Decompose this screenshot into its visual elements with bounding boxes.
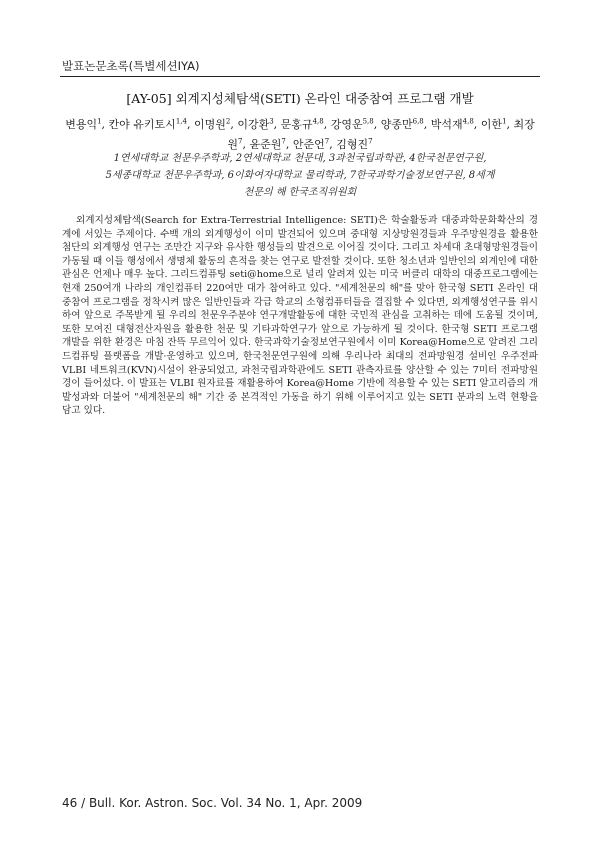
author-name: 안준언 — [292, 138, 325, 151]
author-name: 변용익 — [65, 118, 98, 131]
author-affiliation-index: 1 — [97, 117, 102, 126]
author-name: 양종만 — [380, 118, 413, 131]
author-affiliation-index: 2 — [225, 117, 231, 126]
author-affiliation-index: 7 — [281, 137, 286, 146]
affiliation-line: 천문의 해 한국조직위원회 — [243, 187, 357, 198]
page-footer: 46 / Bull. Kor. Astron. Soc. Vol. 34 No. 1, Apr. 2009 — [62, 796, 363, 810]
author-affiliation-index: 6,8 — [412, 117, 424, 126]
author-name: 김형진 — [336, 138, 369, 151]
abstract-paragraph: 외계지성체탐색(Search for Extra-Terrestrial Intelligence: SETI)은 학술활동과 대중과학문화확산의 경계에 서있는 주제이다. 수백 개의 외계행성이 이미 발견되어 있으며 중대형 지상망원경들과 우주망원경을 활용한 첨단의 외계행성 연구는 조만간 지구와 유사한 행성들의 발견으로 이어질 것이다. 그리고 차세대 초대형망원경들이 가동될 때 이들 행성에서 생명체 활동의 흔적을 찾는 연구로 발전할 것이다. 또한 청소년과 일반인의 외계인에 대한 관심은 언제나 매우 높다. 그리드컴퓨팅 seti@home으로 널리 알려져 있는 미국 버클리 대학의 대중프로그램에는 현재 250여개 나라의 개인컴퓨터 220여만 대가 참여하고 있다. "세계천문의 해"를 맞아 한국형 SETI 온라인 대중참여 프로그램을 정착시켜 많은 일반인들과 각급 학교의 소형컴퓨터들을 결집할 수 있다면, 외계행성연구를 위시하여 앞으로 주목받게 될 우리의 천문우주분야 연구개발활동에 대한 국민적 관심을 고취하는 데에 도움될 것이며, 또한 모여진 대형전산자원을 활용한 천문 및 기타과학연구가 앞으로 가능하게 될 것이다. 한국형 SETI 프로그램 개발을 위한 환경은 마침 잔뜩 무르익어 있다. 한국과학기술정보연구원에서 이미 Korea@Home으로 알려진 그리드컴퓨팅 플랫폼을 개발·운영하고 있으며, 한국천문연구원에 의해 우리나라 최대의 전파망원경 설비인 우주전파 VLBI 네트워크(KVN)시설이 완공되었고, 과천국립과학관에도 SETI 관측자료를 양산할 수 있는 7미터 전파망원경이 들어섰다. 이 발표는 VLBI 원자료를 재활용하여 Korea@Home 기반에 적용할 수 있는 SETI 알고리즘의 개발성과와 더불어 "세계천문의 해" 기간 중 본격적인 가동을 하기 위해 이루어지고 있는 SETI 분과의 노력 현황을 담고 있다. — [62, 215, 538, 417]
author-affiliation-index: 7 — [368, 137, 373, 146]
author-affiliation-index: 7 — [324, 137, 330, 146]
paper-title: [AY-05] 외계지성체탐색(SETI) 온라인 대중참여 프로그램 개발 — [126, 91, 474, 106]
author-name: 강영운 — [330, 118, 363, 131]
author-affiliation-index: 3 — [269, 117, 274, 126]
author — [237, 118, 273, 131]
author — [331, 118, 374, 131]
header-divider — [60, 76, 540, 77]
affiliations — [60, 150, 540, 201]
author-name: 최장원 — [227, 118, 535, 151]
author-affiliation-index: 1 — [502, 117, 507, 126]
abstract — [62, 214, 538, 418]
author — [481, 118, 507, 131]
author-list: 변용익$^1$, 칸야 유키토시$^{1,4}$, 이명원$^2$, 이강환$^3$, 문홍규$^{4,8}$, 강영운$^{5,8}$, 양종만$^{6,8}$, 박석재$^{4,8}$, 이한$^1$, 최장원$^7$, 윤준원$^7$, 안준언$^7$, 김형진$^7$ — [65, 117, 535, 151]
author-name: 이강환 — [237, 118, 270, 131]
author — [431, 118, 474, 131]
author-name: 문홍규 — [280, 118, 313, 131]
author-name: 이명원 — [193, 118, 226, 131]
section-label: 발표논문초록(특별세션IYA) — [62, 59, 200, 73]
author — [381, 118, 424, 131]
author-affiliation-index: 7 — [238, 137, 243, 146]
author-affiliation-index: 5,8 — [362, 117, 374, 126]
author — [65, 118, 101, 131]
author-affiliation-index: 4,8 — [312, 117, 324, 126]
author — [281, 118, 324, 131]
affiliation-line: 5세종대학교 천문우주학과, 6이화여자대학교 물리학과, 7한국과학기술정보연구원, 8세계 — [105, 170, 495, 181]
author-name: 이한 — [480, 118, 503, 131]
author-name: 윤준원 — [249, 138, 282, 151]
author-name: 박석재 — [430, 118, 463, 131]
author — [194, 118, 230, 131]
author-name: 칸야 유키토시 — [108, 118, 176, 131]
author-affiliation-index: 4,8 — [462, 117, 474, 126]
affiliation-line: 1연세대학교 천문우주학과, 2연세대학교 천문대, 3과천국립과학관, 4한국천문연구원, — [113, 153, 487, 164]
author-affiliation-index: 1,4 — [175, 117, 187, 126]
author — [109, 118, 187, 131]
